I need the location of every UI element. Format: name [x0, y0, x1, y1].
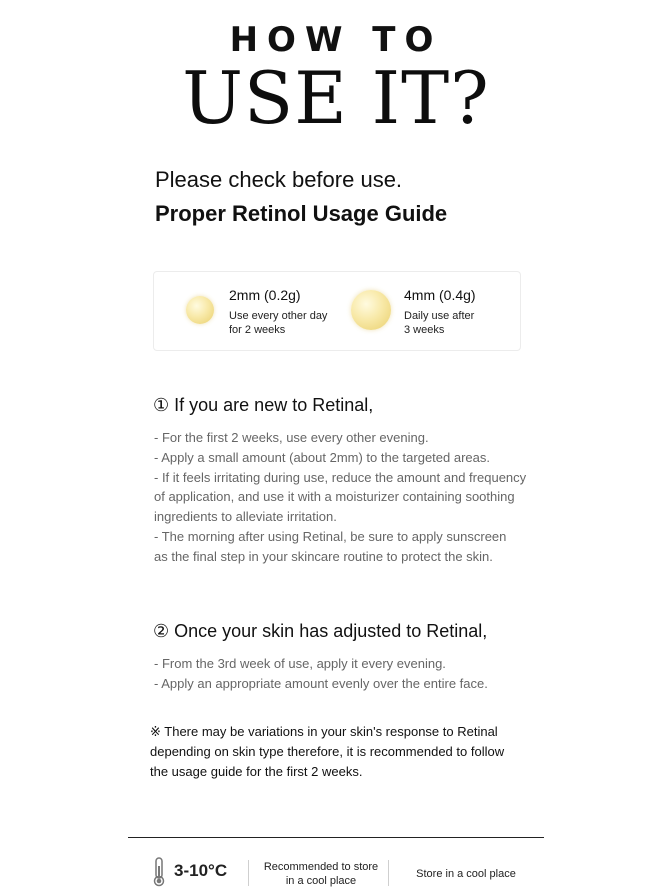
- footer-divider-1: [248, 860, 249, 886]
- list-item: as the final step in your skincare routine to protect the skin.: [154, 548, 493, 564]
- list-item: ingredients to alleviate irritation.: [154, 509, 337, 525]
- title-how-to: HOW TO: [229, 20, 443, 60]
- list-item: - Apply an appropriate amount evenly over the entire face.: [154, 675, 488, 691]
- footer-divider-2: [388, 860, 389, 886]
- storage-recommendation: Recommended to store in a cool place: [263, 861, 379, 887]
- small-drop-icon: [186, 296, 214, 324]
- skin-note: ※ There may be variations in your skin's response to Retinal depending on skin type therefore, it is recommended to follow the usage guide for the first 2 weeks.: [150, 724, 505, 779]
- list-item: - The morning after using Retinal, be sure to apply sunscreen: [154, 528, 507, 544]
- large-drop-icon: [351, 290, 391, 330]
- thermometer-icon: [152, 857, 166, 892]
- section2-heading: ② Once your skin has adjusted to Retinal,: [153, 621, 488, 641]
- intro-check: Please check before use.: [155, 167, 403, 192]
- section2-body: [154, 654, 534, 694]
- storage-note: Store in a cool place: [416, 868, 516, 880]
- footer-divider: [128, 837, 544, 838]
- amount-card: [153, 271, 521, 351]
- storage-temperature: 3-10°C: [174, 861, 228, 880]
- title-use-it: USE IT?: [182, 56, 490, 140]
- list-item: - Apply a small amount (about 2mm) to the targeted areas.: [154, 449, 491, 465]
- list-item: of application, and use it with a moisturizer containing soothing: [154, 489, 515, 505]
- section1-body: [154, 428, 534, 567]
- amount-desc-large: Daily use after 3 weeks: [404, 310, 475, 336]
- amount-size-small: 2mm (0.2g): [229, 287, 301, 303]
- intro-guide-title: Proper Retinol Usage Guide: [155, 201, 448, 226]
- list-item: - If it feels irritating during use, reduce the amount and frequency: [154, 469, 527, 485]
- amount-size-large: 4mm (0.4g): [404, 287, 476, 303]
- list-item: - For the first 2 weeks, use every other evening.: [154, 430, 429, 445]
- amount-desc-small: Use every other day for 2 weeks: [229, 310, 328, 336]
- list-item: - From the 3rd week of use, apply it every evening.: [154, 656, 446, 671]
- section1-heading: ① If you are new to Retinal,: [153, 395, 374, 415]
